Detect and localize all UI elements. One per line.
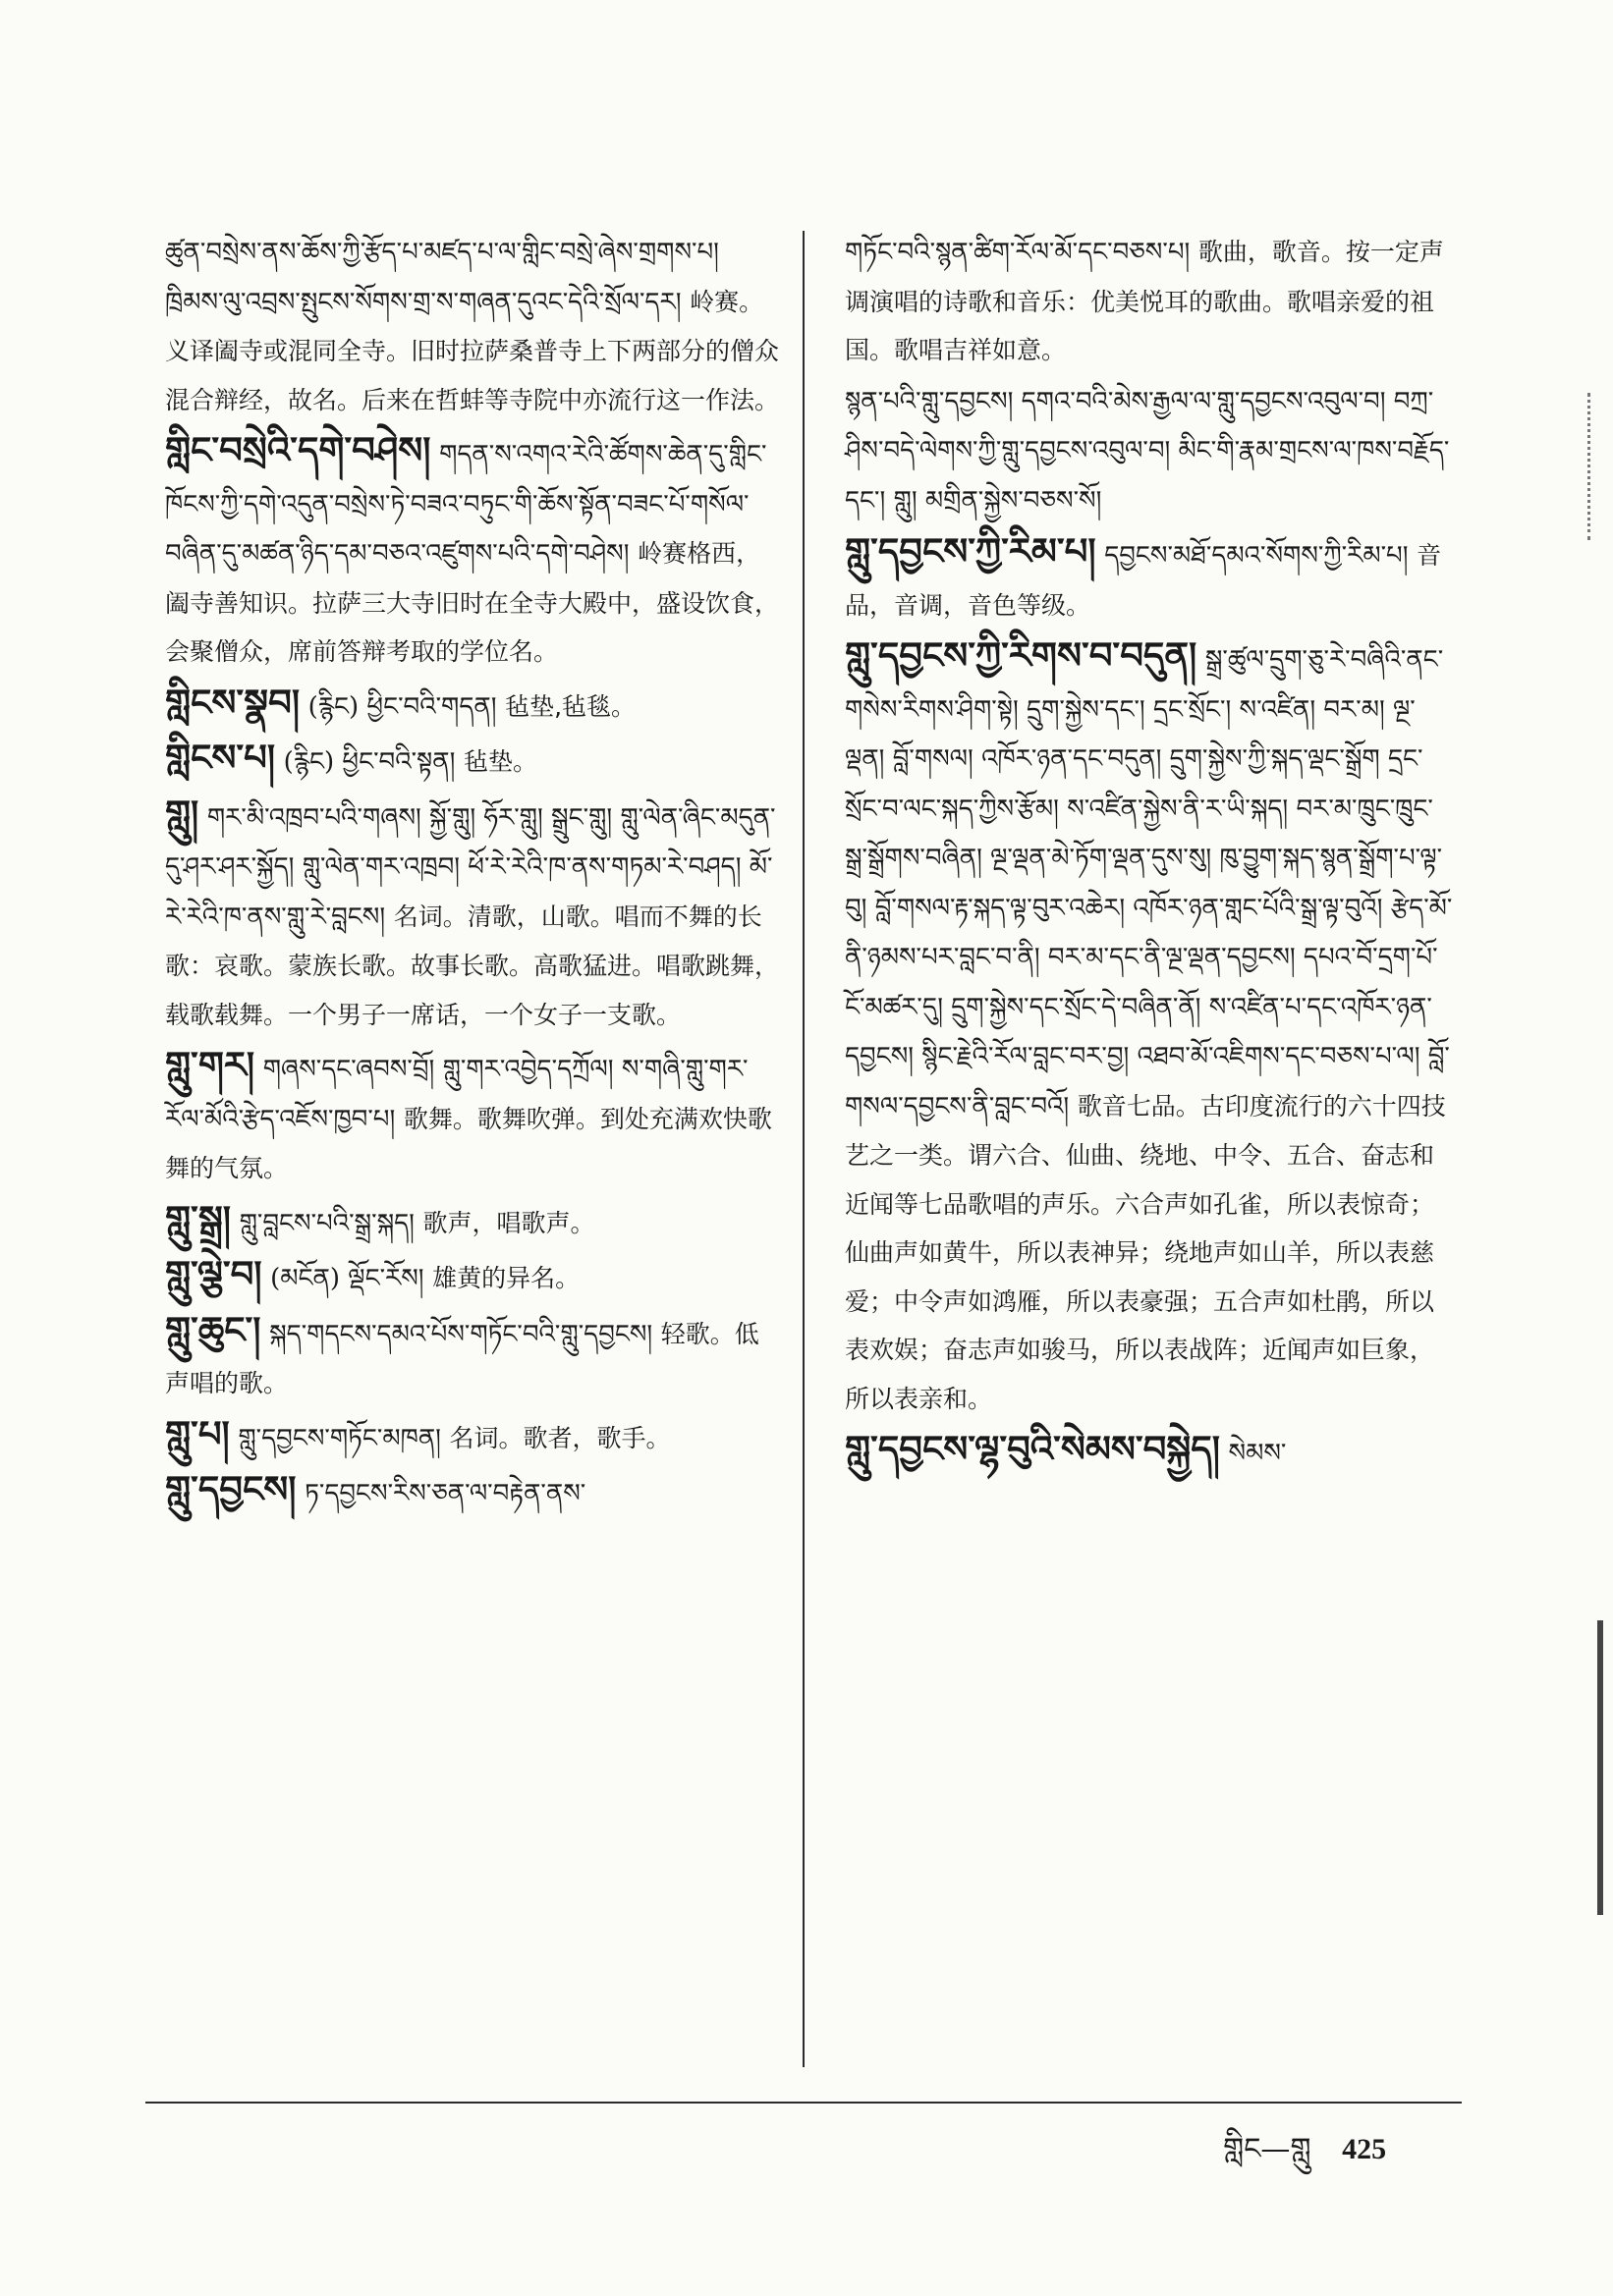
entry-definition-tibetan: གླུ་བླངས་པའི་སྒྲ་སྐད། <box>239 1208 415 1238</box>
entry-headword: གླུ་གར། <box>165 1043 255 1086</box>
scan-edge-bar <box>1597 1620 1603 1915</box>
dictionary-entry <box>845 527 1454 629</box>
entry-headword: གླུ་དབྱངས་ཀྱི་རིགས་བ་བདུན། <box>845 633 1197 677</box>
entry-headword: གླུ། <box>165 791 199 835</box>
entry-definition-chinese: 毡垫,毡毯。 <box>505 691 637 721</box>
entry-headword: གླུ་དབྱངས་ཀྱི་རིམ་པ། <box>845 529 1096 573</box>
entry-headword: གླིངས་པ། <box>165 736 276 779</box>
entry-definition-tibetan: (མངོན) ལྡོང་རོས། <box>270 1264 424 1293</box>
left-column <box>165 228 779 1521</box>
dictionary-entry <box>165 1250 779 1304</box>
dictionary-entry <box>845 377 1454 526</box>
dictionary-entry <box>845 228 1454 375</box>
entry-definition-tibetan: ཏ་དབྱངས་རིས་ཅན་ལ་བརྟེན་ནས་ <box>305 1479 586 1508</box>
entry-headword: གླིང་བསྲེའི་དགེ་བཤེས། <box>165 428 431 471</box>
entry-definition-tibetan: (རྙིང) ཕྱིང་བའི་སྟན། <box>283 747 456 777</box>
dictionary-entry <box>165 1410 779 1464</box>
entry-definition-chinese: 名词。清歌，山歌。唱而不舞的长歌：哀歌。蒙族长歌。故事长歌。高歌猛进。唱歌跳舞，载歌载舞。一个男子一席话，一个女子一支歌。 <box>165 902 780 1029</box>
entry-definition-chinese: 歌音七品。古印度流行的六十四技艺之一类。谓六合、仙曲、绕地、中令、五合、奋志和近闻等七品歌唱的声乐。六合声如孔雀，所以表惊奇；仙曲声如黄牛，所以表神异；绕地声如山羊，所以表慈爱；中令声如鸿雁，所以表豪强；五合声如杜鹃，所以表欢娱；奋志声如骏马，所以表战阵；近闻声如巨象，所以表亲和。 <box>845 1091 1446 1413</box>
entry-headword: གླིངས་སྣབ། <box>165 680 301 724</box>
page-number: 425 <box>1342 2133 1387 2165</box>
entry-definition-tibetan: སྐད་གདངས་དམའ་པོས་གཏོང་བའི་གླུ་དབྱངས། <box>269 1319 653 1349</box>
dictionary-entry <box>165 734 779 788</box>
entry-definition-tibetan: གར་མི་འཁྲབ་པའི་གཞས། སྐྱོ་གླུ། ཧོར་གླུ། སྒྲུང་གླུ། གླུ་ལེན་ཞིང་མདུན་དུ་ཤར་ཤར་སྐྱོད། གླུ་ལེན་གར་འཁྲབ། ཕོ་རེ་རེའི་ཁ་ནས་གཏམ་རེ་བཤད། མོ་རེ་རེའི་ཁ་ནས་གླུ་རེ་བླངས། <box>165 802 776 932</box>
dictionary-entry <box>845 1425 1454 1479</box>
entry-headword: གླུ་པ། <box>165 1411 230 1455</box>
dictionary-entry <box>165 1306 779 1408</box>
scan-edge-marks <box>1587 393 1610 540</box>
entry-definition-chinese: 轻歌。低声唱的歌。 <box>165 1319 759 1397</box>
entry-definition-tibetan: གླུ་དབྱངས་གཏོང་མཁན། <box>238 1423 441 1453</box>
headword-range: གླིང—གླུ <box>1223 2132 1311 2166</box>
entry-definition-tibetan: ཚུན་བསྲེས་ནས་ཆོས་ཀྱི་རྩོད་པ་མཛད་པ་ལ་གླིང་བསྲེ་ཞེས་གྲགས་པ། ཁྲིམས་ལུ་འབྲས་སྤུངས་སོགས་གྲ་ས་གཞན་དུའང་དེའི་སྲོལ་དར། <box>165 238 719 317</box>
entry-headword: གླུ་ཆུང་། <box>165 1307 261 1351</box>
entry-definition-tibetan: གདན་ས་འགའ་རེའི་ཚོགས་ཆེན་དུ་གླིང་ཁོངས་ཀྱི་དགེ་འདུན་བསྲེས་ཏེ་བཟའ་བཏུང་གི་ཆོས་སྟོན་བཟང་པོ་གསོལ་བཞིན་དུ་མཚན་ཉིད་དམ་བཅའ་འཛུགས་པའི་དགེ་བཤེས། <box>165 440 767 569</box>
entry-headword: གླུ་སྒྲ། <box>165 1196 232 1240</box>
column-divider <box>803 231 805 2067</box>
entry-headword: གླུ་ལྕེ་བ། <box>165 1252 262 1295</box>
entry-definition-tibetan: སེམས་ <box>1228 1439 1287 1468</box>
dictionary-entry <box>165 1041 779 1193</box>
dictionary-entry <box>165 1195 779 1249</box>
entry-definition-tibetan: གཞས་དང་ཞབས་བྲོ། གླུ་གར་འབྱེད་དཀྲོལ། ས་གཞི་གླུ་གར་རོལ་མོའི་རྩེད་འཇོས་ཁྱབ་པ། <box>165 1055 749 1134</box>
entry-definition-chinese: 毡垫。 <box>464 747 538 776</box>
entry-definition-tibetan: སྒྲ་ཚུལ་དྲུག་ཅུ་རེ་བཞིའི་ནང་གསེས་རིགས་ཤིག་སྟེ། དྲུག་སྐྱེས་དང་། དྲང་སྲོང་། ས་འཛིན། བར་མ། ལྔ་ལྡན། བློ་གསལ། འཁོར་ཉན་དང་བདུན། དྲུག་སྐྱེས་ཀྱི་སྐད་ལྡང་སྒྲོག དྲང་སྲོང་བ་ལང་སྐད་ཀྱིས་རྩོམ། ས་འཛིན་སྐྱེས་ནི་ར་ཡི་སྐད། བར་མ་ཁྲུང་ཁྲུང་སྒྲ་སྒྲོགས་བཞིན། ལྔ་ལྡན་མེ་ཏོག་ལྡན་དུས་སུ། ཁུ་བྱུག་སྐད་སྙན་སྒྲོག་པ་ལྟ་བུ། བློ་གསལ་རྟ་སྐད་ལྟ་བུར་འཆེར། འཁོར་ཉན་གླང་པོའི་སྒྲ་ལྟ་བུའོ། རྩེད་མོ་ནི་ཉམས་པར་བླང་བ་ནི། བར་མ་དང་ནི་ལྔ་ལྡན་དབྱངས། དཔའ་བོ་དྲག་པོ་ངོ་མཚར་དུ། དྲུག་སྐྱེས་དང་སྲོང་དེ་བཞིན་ནོ། ས་འཛིན་པ་དང་འཁོར་ཉན་དབྱངས། སྙིང་རྗེའི་རོལ་བླང་བར་བྱ། འཐབ་མོ་འཇིགས་དང་བཅས་པ་ལ། བློ་གསལ་དབྱངས་ནི་བླང་བའོ། <box>845 645 1453 1121</box>
dictionary-entry <box>165 679 779 733</box>
entry-headword: གླུ་དབྱངས། <box>165 1467 297 1510</box>
dictionary-entry <box>845 631 1454 1423</box>
entry-definition-tibetan: དབྱངས་མཐོ་དམའ་སོགས་ཀྱི་རིམ་པ། <box>1104 541 1409 571</box>
entry-definition-tibetan: སྙན་པའི་གླུ་དབྱངས། དགའ་བའི་མེས་རྒྱལ་ལ་གླུ་དབྱངས་འབུལ་བ། བཀྲ་ཤིས་བདེ་ལེགས་ཀྱི་གླུ་དབྱངས་འབུལ་བ། མིང་གི་རྣམ་གྲངས་ལ་ཁས་བརྗོད་དང་། གླུ། མགྲིན་སྐྱེས་བཅས་སོ། <box>845 386 1450 516</box>
dictionary-entry <box>165 790 779 1040</box>
entry-definition-chinese: 歌声，唱歌声。 <box>422 1208 595 1237</box>
entry-definition-chinese: 歌曲，歌音。按一定声调演唱的诗歌和音乐：优美悦耳的歌曲。歌唱亲爱的祖国。歌唱吉祥如意。 <box>845 238 1444 364</box>
entry-definition-chinese: 歌舞。歌舞吹弹。到处充满欢快歌舞的气氛。 <box>165 1104 772 1182</box>
entry-definition-chinese: 雄黄的异名。 <box>432 1264 581 1292</box>
entry-definition-chinese: 岭赛。义译阖寺或混同全寺。旧时拉萨桑普寺上下两部分的僧众混合辩经，故名。后来在哲蚌等寺院中亦流行这一作法。 <box>165 287 780 414</box>
dictionary-entry <box>165 426 779 677</box>
dictionary-entry <box>165 1465 779 1519</box>
footer-rule <box>145 2102 1462 2104</box>
entry-definition-chinese: 音品，音调，音色等级。 <box>845 541 1442 620</box>
entry-definition-tibetan: (རྙིང) ཕྱིང་བའི་གདན། <box>307 691 497 722</box>
entry-definition-chinese: 名词。歌者，歌手。 <box>449 1423 671 1452</box>
page-footer <box>1223 2116 1386 2199</box>
entry-definition-tibetan: གཏོང་བའི་སྙན་ཚིག་རོལ་མོ་དང་བཅས་པ། <box>845 238 1191 267</box>
dictionary-entry <box>165 228 779 424</box>
right-column <box>845 228 1454 1481</box>
entry-headword: གླུ་དབྱངས་ལྷ་བུའི་སེམས་བསྐྱེད། <box>845 1427 1220 1470</box>
entry-definition-chinese: 岭赛格西，阖寺善知识。拉萨三大寺旧时在全寺大殿中，盛设饮食，会聚僧众，席前答辩考取的学位名。 <box>165 539 780 666</box>
